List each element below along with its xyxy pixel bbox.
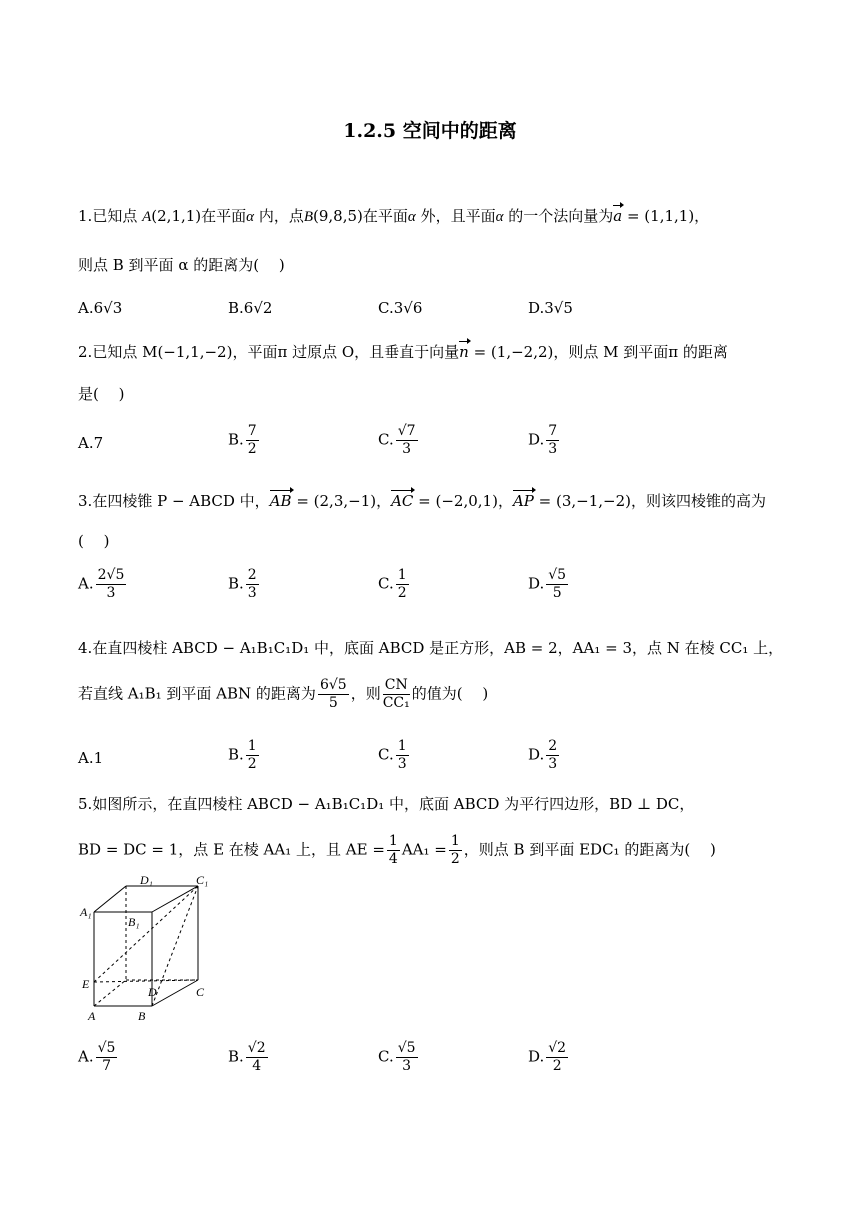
q4-option-b: B. $\frac{1}{2}$	[228, 738, 257, 772]
q1-option-a: A.6√3	[78, 299, 123, 317]
q1-option-b: B.6√2	[228, 299, 273, 317]
q5-option-b: B. $\frac{√2}{4}$	[228, 1040, 266, 1074]
label-c1: C₁	[196, 873, 209, 887]
label-d1: D₁	[140, 873, 153, 887]
label-c: C	[196, 985, 205, 999]
q3-option-b: B. $\frac{2}{3}$	[228, 567, 257, 601]
q5-option-d: D. $\frac{√2}{2}$	[528, 1040, 567, 1074]
q3-line2: ( )	[78, 532, 110, 550]
q5-option-a: A. $\frac{√5}{7}$	[78, 1040, 116, 1074]
q4-option-c: C. $\frac{1}{3}$	[378, 738, 407, 772]
q2-line1: 2.已知点 M(−1,1,−2)，平面π 过原点 O，且垂直于向量n = (1,−2,2)，则点 M 到平面π 的距离	[78, 343, 728, 361]
prism-figure	[78, 872, 218, 1022]
q4-line1: 4.在直四棱柱 ABCD − A₁B₁C₁D₁ 中，底面 ABCD 是正方形，AB = 2，AA₁ = 3，点 N 在棱 CC₁ 上，	[78, 639, 784, 657]
label-e: E	[82, 977, 90, 991]
q3-option-d: D. $\frac{√5}{5}$	[528, 567, 567, 601]
q4-line2: 若直线 A₁B₁ 到平面 ABN 的距离为 $\frac{6√5}{5}$ ，则 $\frac{CN}{\text{CC₁}}$ 的值为( )	[78, 677, 489, 711]
label-a: A	[88, 1009, 96, 1022]
page-title: 1.2.5 空间中的距离	[343, 120, 517, 142]
q4-option-d: D. $\frac{2}{3}$	[528, 738, 558, 772]
label-a1: A₁	[80, 905, 92, 919]
q2-option-c: C. $\frac{√7}{3}$	[378, 423, 416, 457]
q1-line1: 1.已知点 A(2,1,1)在平面α 内，点B(9,8,5)在平面α 外，且平面α 的一个法向量为a = (1,1,1)，	[78, 207, 710, 225]
q2-option-a: A.7	[78, 434, 104, 452]
label-b: B	[138, 1009, 146, 1022]
label-b1: B₁	[128, 915, 140, 929]
q3-option-a: A. $\frac{2√5}{3}$	[78, 567, 125, 601]
q5-option-c: C. $\frac{√5}{3}$	[378, 1040, 416, 1074]
q3-option-c: C. $\frac{1}{2}$	[378, 567, 407, 601]
q4-option-a: A.1	[78, 749, 104, 767]
q2-option-d: D. $\frac{7}{3}$	[528, 423, 558, 457]
q3-line1: 3.在四棱锥 P − ABCD 中，AB = (2,3,−1)，AC = (−2,0,1)，AP = (3,−1,−2)，则该四棱锥的高为	[78, 492, 767, 510]
q1-option-d: D.3√5	[528, 299, 573, 317]
q2-option-b: B. $\frac{7}{2}$	[228, 423, 257, 457]
q1-option-c: C.3√6	[378, 299, 423, 317]
label-d: D	[148, 985, 157, 999]
q2-line2: 是( )	[78, 385, 125, 403]
q5-line1: 5.如图所示，在直四棱柱 ABCD − A₁B₁C₁D₁ 中，底面 ABCD 为平行四边形，BD ⊥ DC，	[78, 795, 695, 813]
q1-line2: 则点 B 到平面 α 的距离为( )	[78, 256, 285, 274]
q5-line2: BD = DC = 1，点 E 在棱 AA₁ 上，且 AE = $\frac{1}{4}$ AA₁ = $\frac{1}{2}$ ，则点 B 到平面 EDC₁ 的距离为( )	[78, 833, 716, 867]
